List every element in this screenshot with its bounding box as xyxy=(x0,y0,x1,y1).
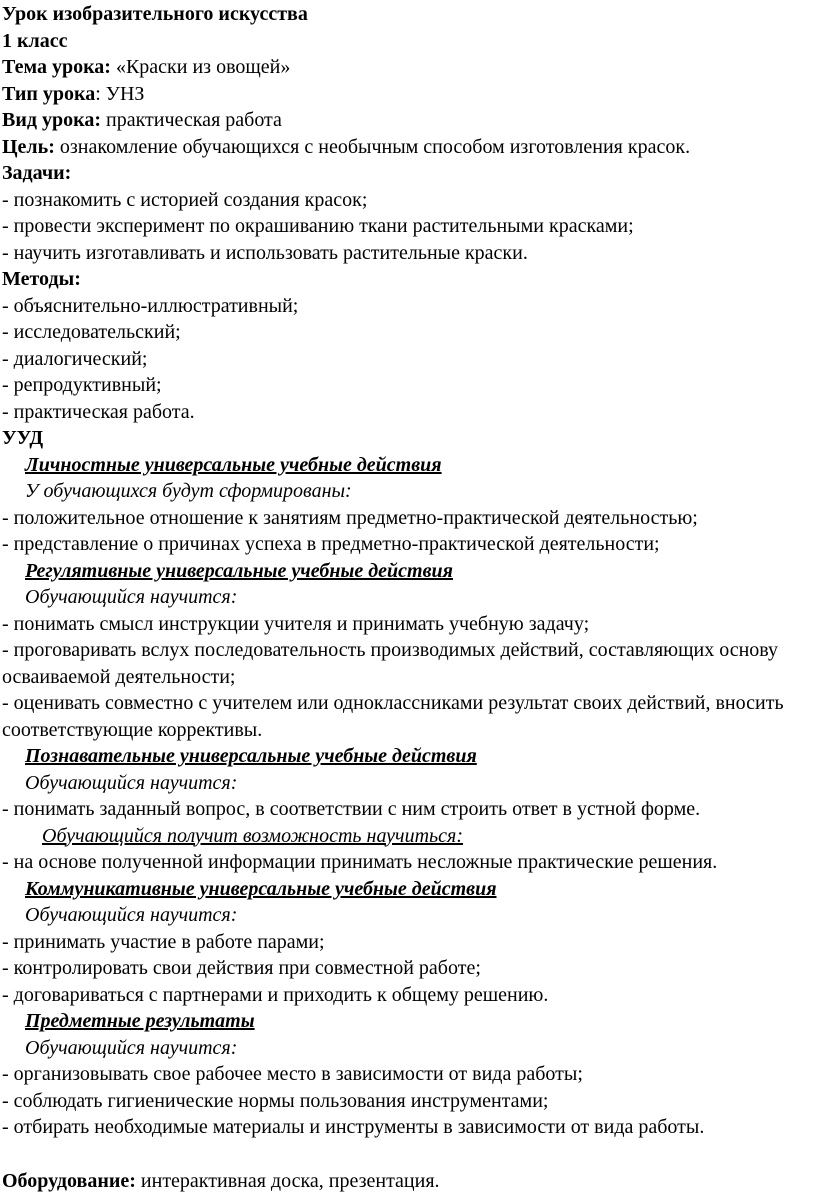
cognitive-uud-item: - понимать заданный вопрос, в соответствии с ним строить ответ в устной форме. xyxy=(2,798,701,820)
tasks-heading: Задачи: xyxy=(2,162,72,184)
personal-uud-title: Личностные универсальные учебные действия xyxy=(25,453,442,476)
kind-label: Вид урока: xyxy=(2,109,101,131)
method-item: - диалогический; xyxy=(2,347,148,370)
type-label: Тип урока xyxy=(2,82,96,105)
equipment-value: интерактивная доска, презентация. xyxy=(135,1169,440,1192)
communicative-uud-title: Коммуникативные универсальные учебные действия xyxy=(25,877,497,900)
regulative-uud-item: - оценивать совместно с учителем или одноклассниками результат своих действий, вносить соответствующие коррективы. xyxy=(2,692,784,741)
subject-results-item: - соблюдать гигиенические нормы пользования инструментами; xyxy=(2,1089,549,1112)
paragraph-gap xyxy=(2,1141,816,1168)
cognitive-uud-note: Обучающийся научится: xyxy=(25,771,238,794)
task-item: - познакомить с историей создания красок; xyxy=(2,188,368,211)
type-value: : УНЗ xyxy=(95,82,145,105)
regulative-uud-note: Обучающийся научится: xyxy=(25,586,238,608)
kind-value: практическая работа xyxy=(100,109,282,131)
personal-uud-note: У обучающихся будут сформированы: xyxy=(25,480,352,502)
equipment-line xyxy=(2,1168,816,1195)
communicative-uud-item: - договариваться с партнерами и приходить к общему решению. xyxy=(2,983,549,1006)
communicative-uud-note: Обучающийся научится: xyxy=(25,904,238,926)
communicative-uud-item: - принимать участие в работе парами; xyxy=(2,930,325,953)
method-item: - исследовательский; xyxy=(2,321,181,343)
regulative-uud-title: Регулятивные универсальные учебные действия xyxy=(25,559,453,582)
lesson-kind xyxy=(2,107,816,134)
cognitive-uud-note-2: Обучающийся получит возможность научиться: xyxy=(42,824,463,847)
topic-label: Тема урока: xyxy=(2,56,111,78)
goal-label: Цель: xyxy=(2,135,55,158)
lesson-grade: 1 класс xyxy=(2,29,68,52)
lesson-goal xyxy=(2,134,816,161)
lesson-title: Урок изобразительного искусства xyxy=(2,3,308,25)
subject-results-item: - организовывать свое рабочее место в зависимости от вида работы; xyxy=(2,1063,583,1085)
subject-results-item: - отбирать необходимые материалы и инструменты в зависимости от вида работы. xyxy=(2,1116,705,1138)
cognitive-uud-item: - на основе полученной информации принимать несложные практические решения. xyxy=(2,851,718,873)
communicative-uud-item: - контролировать свои действия при совместной работе; xyxy=(2,957,481,979)
methods-heading: Методы: xyxy=(2,268,81,290)
task-item: - провести эксперимент по окрашиванию ткани растительными красками; xyxy=(2,215,634,237)
equipment-label: Оборудование: xyxy=(2,1169,136,1192)
task-item: - научить изготавливать и использовать растительные краски. xyxy=(2,241,528,264)
subject-results-title: Предметные результаты xyxy=(25,1010,255,1032)
uud-heading: УУД xyxy=(2,427,44,449)
method-item: - практическая работа. xyxy=(2,400,195,423)
lesson-topic xyxy=(2,54,816,81)
personal-uud-item: - положительное отношение к занятиям предметно-практической деятельностью; xyxy=(2,506,698,529)
regulative-uud-item: - понимать смысл инструкции учителя и принимать учебную задачу; xyxy=(2,612,590,635)
lesson-type xyxy=(2,81,816,108)
personal-uud-item: - представление о причинах успеха в предметно-практической деятельности; xyxy=(2,533,660,555)
subject-results-note: Обучающийся научится: xyxy=(25,1036,238,1059)
method-item: - объяснительно-иллюстративный; xyxy=(2,294,299,317)
goal-value: ознакомление обучающихся с необычным способом изготовления красок. xyxy=(54,135,691,158)
topic-value: «Краски из овощей» xyxy=(110,56,291,78)
cognitive-uud-title: Познавательные универсальные учебные действия xyxy=(25,745,477,767)
method-item: - репродуктивный; xyxy=(2,374,162,396)
regulative-uud-item: - проговаривать вслух последовательность производимых действий, составляющих основу осваиваемой деятельности; xyxy=(2,639,779,688)
